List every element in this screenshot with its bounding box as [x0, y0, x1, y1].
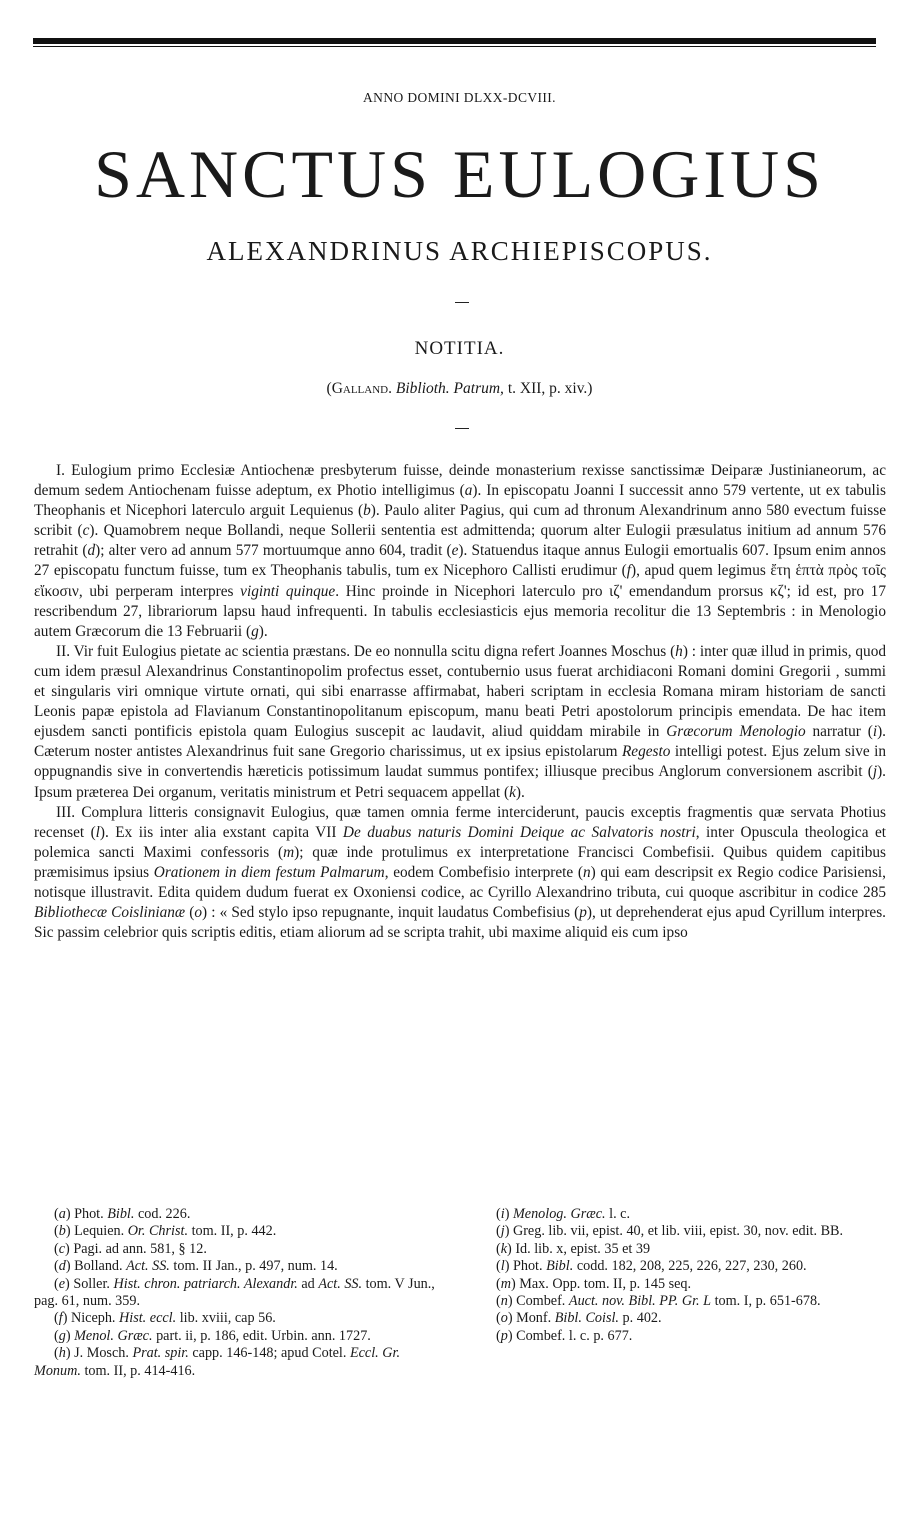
italic-text: Act. SS. — [318, 1275, 363, 1292]
italic-text: l — [500, 1258, 505, 1275]
header-rule-thick — [33, 38, 876, 44]
text-run: ). Quamobrem neque Bollandi, neque Sollerii sententia est admittenda; quorum alter Eulogii præsulatus initium ad annum 576 retrahit ( — [34, 522, 887, 560]
text-run: ) — [65, 1327, 75, 1344]
footnote — [476, 1293, 894, 1310]
text-run: ). Statuendus itaque annus Eulogii emortualis 607. Ipsum enim annos 27 episcopatu functum fuisse, tum ex Theophanis tabulis, tum ex Nicephoro Callisti erudimur ( — [34, 542, 886, 580]
italic-text: m — [283, 843, 295, 861]
italic-text: Græcorum Menologio — [666, 723, 806, 741]
footnote — [34, 1258, 450, 1275]
text-run: ( — [54, 1240, 59, 1257]
text-run: cod. 226. — [134, 1206, 191, 1222]
text-run: ). Paulo aliter Pagius, qui cum ad thronum Alexandrinum anno 580 evectum fuisse scribit ( — [34, 502, 886, 540]
italic-text: j — [872, 763, 878, 781]
text-run: ) qui eam descripsit ex Regio codice Parisiensi, notisque illustravit. Edita quidem dudum fuerat ex Oxoniensi codice, ac Cyrillo Alexandrino tributa, cui quoque ascribitur in codice 285 — [34, 863, 886, 901]
italic-text: i — [872, 723, 878, 741]
italic-text: Bibliothecæ Coislinianæ — [34, 904, 186, 922]
italic-text: e — [58, 1275, 66, 1292]
source-citation — [0, 380, 919, 398]
italic-text: De duabus naturis Domini Deique ac Salvatoris nostri — [342, 823, 696, 841]
text-run: tom. II, p. 442. — [188, 1223, 277, 1240]
italic-text: p — [500, 1327, 508, 1344]
text-run: ); alter vero ad annum 577 mortuumque anno 604, tradit ( — [95, 542, 452, 560]
text-run: ( — [54, 1223, 59, 1240]
text-run: ) : inter quæ illud in primis, quod cum idem præsul Alexandrinus Constantinopolim profectus esset, contubernio usus fuerat archidiaconi Romani domini Gregorii , summi et singularis viri omnique virtute ornati, qui sibi enarrasse affirmabat, haberi scriptam in ecclesia Romana miram historiam de sancti Leonis papæ epistola ad Flavianum Constantinopolitanum episcopum, manu beati Petri apostolorum principis emendata. De hac item ejusdem sancti pontificis epistola quam Eulogius suscepit ac laudavit, aliud quiddam mirabile in — [34, 642, 886, 741]
footnote — [476, 1223, 894, 1240]
italic-text: l — [95, 823, 100, 841]
text-run: ) Lequien. — [65, 1223, 128, 1240]
source-author: Galland — [331, 380, 389, 397]
italic-text: o — [194, 904, 203, 922]
italic-text: Menolog. Græc. — [512, 1206, 606, 1222]
italic-text: p — [579, 904, 587, 922]
separator-dash — [455, 302, 469, 303]
text-run: tom. II, p. 414-416. — [80, 1362, 196, 1379]
italic-text: a — [58, 1206, 66, 1222]
text-run: ) Soller. — [65, 1275, 114, 1292]
footnote — [34, 1206, 450, 1223]
footnote — [34, 1345, 450, 1380]
italic-text: Prat. spir. — [132, 1345, 189, 1362]
text-run: ( — [54, 1327, 59, 1344]
italic-text: d — [58, 1258, 66, 1275]
text-run: ( — [54, 1275, 59, 1292]
text-run: ). Cæterum noster antistes Alexandrinus fuit sane Gregorio charissimus, ut ex ipsius epistolarum — [34, 723, 886, 761]
italic-text: Hist. chron. patriarch. Alexandr. — [113, 1275, 298, 1292]
italic-text: m — [500, 1275, 511, 1292]
source-open: ( — [326, 380, 332, 397]
footnote — [476, 1328, 894, 1345]
italic-text: b — [58, 1223, 66, 1240]
text-run: ). Ex iis inter alia exstant capita VII — [99, 823, 343, 841]
page-title: SANCTUS EULOGIUS — [94, 136, 825, 212]
footnote — [476, 1241, 894, 1258]
source-work: Biblioth. Patrum, — [395, 380, 504, 397]
footnote — [34, 1276, 450, 1311]
separator-dash — [455, 428, 469, 429]
text-run: ) Bolland. — [65, 1258, 127, 1275]
text-run: . Hinc proinde in Nicephori laterculo pro ιζ' emendandum prorsus κζ'; id est, pro 17 rescribendum 27, librariorum lapsu haud infrequenti. In tabulis ecclesiasticis ejus memoria recolitur die 13 Septembris : in Menologio autem Græcorum die 13 Februarii ( — [34, 582, 886, 640]
italic-text: f — [58, 1310, 63, 1327]
italic-text: a — [464, 482, 473, 500]
italic-text: Hist. eccl. — [119, 1310, 177, 1327]
section-heading: NOTITIA. — [414, 338, 505, 359]
text-run: p. 402. — [618, 1310, 662, 1327]
italic-text: Menol. Græc. — [74, 1327, 153, 1344]
italic-text: Eccl. Gr. Monum. — [34, 1345, 401, 1379]
text-run: ( — [496, 1327, 501, 1344]
running-head: ANNO DOMINI DLXX-DCVIII. — [363, 90, 556, 105]
italic-text: Bibl. — [546, 1258, 574, 1275]
italic-text: g — [58, 1327, 66, 1344]
text-run: ( — [496, 1293, 501, 1310]
text-run: ). Ipsum præterea Dei organum, veritatis ministrum et Petri sequacem appellat ( — [34, 763, 886, 801]
body-paragraph — [34, 461, 886, 642]
text-run: ), ut deprehenderat ejus apud Cyrillum interpres. Sic passim celebrior quis scriptis editis, etiam aliorum ad se scripta trahit, ubi maxime aliquid eis cum ipso — [34, 904, 886, 942]
text-run: ) Combef. — [507, 1293, 569, 1310]
text-run: ( — [496, 1223, 501, 1240]
footnote — [476, 1258, 894, 1275]
text-run: l. c. — [605, 1206, 631, 1222]
text-run: ) Niceph. — [62, 1310, 120, 1327]
footnote — [476, 1276, 894, 1293]
text-run: narratur ( — [805, 723, 873, 741]
text-run: ) Combef. l. c. p. 677. — [507, 1327, 633, 1344]
italic-text: c — [82, 522, 90, 540]
text-run: tom. V Jun., pag. 61, num. 359. — [34, 1275, 435, 1310]
text-run: ) : « Sed stylo ipso repugnante, inquit laudatus Combefisius ( — [202, 904, 580, 922]
text-run: ( — [54, 1345, 59, 1362]
footnote — [476, 1206, 894, 1223]
italic-text: viginti quinque — [240, 582, 336, 600]
italic-text: Act. SS. — [126, 1258, 170, 1275]
footnotes-left-column — [34, 1206, 450, 1380]
italic-text: Or. Christ. — [127, 1223, 189, 1240]
text-run: , inter Opuscula theologica et polemica sancti Maximi confessoris ( — [34, 823, 886, 861]
text-run: ); quæ inde protulimus ex interpretatione Francisci Combefisii. Quibus quidem capitibus præmisimus ipsius — [34, 843, 886, 881]
text-run: ) — [504, 1206, 513, 1222]
source-dot: . — [388, 380, 396, 397]
text-run: II. Vir fuit Eulogius pietate ac scientia præstans. De eo nonnulla scitu digna refert Joannes Moschus ( — [56, 642, 676, 660]
italic-text: h — [58, 1345, 66, 1362]
text-run: part. ii, p. 186, edit. Urbin. ann. 1727. — [152, 1327, 371, 1344]
text-run: ) J. Mosch. — [65, 1345, 133, 1362]
source-rest: t. XII, p. xiv.) — [503, 380, 593, 397]
italic-text: i — [500, 1206, 505, 1222]
italic-text: g — [251, 622, 259, 640]
italic-text: d — [87, 542, 96, 560]
footnote — [34, 1328, 450, 1345]
text-run: ( — [496, 1258, 501, 1275]
text-run: ( — [54, 1310, 59, 1327]
text-run: ), apud quem legimus ἔτη ἑπτὰ πρὸς τοῖς εἴκοσιν, ubi perperam interpres — [34, 562, 886, 600]
text-run: ) Id. lib. x, epist. 35 et 39 — [507, 1240, 651, 1257]
text-run: tom. II Jan., p. 497, num. 14. — [169, 1258, 338, 1275]
italic-text: Auct. nov. Bibl. PP. Gr. L — [568, 1293, 712, 1310]
footnote — [476, 1310, 894, 1327]
italic-text: o — [500, 1310, 508, 1327]
footnote — [34, 1310, 450, 1327]
italic-text: n — [500, 1293, 508, 1310]
text-run: ). — [515, 783, 525, 801]
text-run: capp. 146-148; apud Cotel. — [188, 1345, 350, 1362]
footnote — [34, 1241, 450, 1258]
text-run: codd. 182, 208, 225, 226, 227, 230, 260. — [573, 1258, 807, 1275]
text-run: ( — [496, 1310, 501, 1327]
text-run: III. Complura litteris consignavit Eulogius, quæ tamen omnia ferme interciderunt, paucis exceptis fragmentis quæ servata Photius recenset ( — [34, 803, 886, 841]
text-run: ( — [185, 904, 195, 922]
text-run: ) Greg. lib. vii, epist. 40, et lib. viii, epist. 30, nov. edit. BB. — [504, 1223, 844, 1240]
text-run: ) Monf. — [507, 1310, 555, 1327]
text-run: ( — [496, 1240, 501, 1257]
italic-text: Regesto — [621, 743, 671, 761]
body-text — [34, 461, 886, 943]
italic-text: j — [500, 1223, 505, 1240]
text-run: lib. xviii, cap 56. — [176, 1310, 276, 1327]
text-run: ( — [496, 1275, 501, 1292]
italic-text: n — [582, 863, 591, 881]
italic-text: c — [58, 1240, 66, 1257]
text-run: ). — [258, 622, 268, 640]
text-run: ( — [54, 1206, 59, 1222]
footnote — [34, 1223, 450, 1240]
header-rule-thin — [33, 46, 876, 47]
italic-text: b — [363, 502, 371, 520]
italic-text: h — [675, 642, 683, 660]
text-run: ( — [496, 1206, 501, 1222]
footnotes-right-column — [476, 1206, 894, 1345]
italic-text: e — [451, 542, 459, 560]
text-run: intelligi potest. Ejus zelum sive in oppugnandis sive in convertendis hæreticis potissimum laudat summus pontifex; illiusque precibus Anglorum conversionem ascribit ( — [34, 743, 886, 781]
text-run: ( — [54, 1258, 59, 1275]
italic-text: k — [509, 783, 516, 801]
text-run: ) Max. Opp. tom. II, p. 145 seq. — [510, 1275, 692, 1292]
text-run: ) Pagi. ad ann. 581, § 12. — [65, 1240, 207, 1257]
text-run: tom. I, p. 651-678. — [711, 1293, 821, 1310]
text-run: ad — [297, 1275, 319, 1292]
italic-text: Orationem in diem festum Palmarum — [153, 863, 385, 881]
text-run: , eodem Combefisio interprete ( — [384, 863, 583, 881]
italic-text: f — [626, 562, 631, 580]
body-paragraph — [34, 642, 886, 803]
italic-text: Bibl. Coisl. — [554, 1310, 619, 1327]
text-run: ). In episcopatu Joanni I successit anno 579 vertente, ut ex tabulis Theophanis et Nicephori laterculo arguit Lequienus ( — [34, 482, 886, 520]
body-paragraph — [34, 803, 886, 944]
italic-text: Bibl. — [107, 1206, 135, 1222]
page-subtitle: ALEXANDRINUS ARCHIEPISCOPUS. — [206, 236, 713, 266]
text-run: I. Eulogium primo Ecclesiæ Antiochenæ presbyterum fuisse, deinde monasterium rexisse sanctissimæ Deiparæ Justinianeorum, ac demum sedem Antiochenam fuisse adeptum, ex Photio intelligimus ( — [34, 462, 886, 500]
text-run: ) Phot. — [65, 1206, 108, 1222]
text-run: ) Phot. — [504, 1258, 547, 1275]
italic-text: k — [500, 1240, 508, 1257]
